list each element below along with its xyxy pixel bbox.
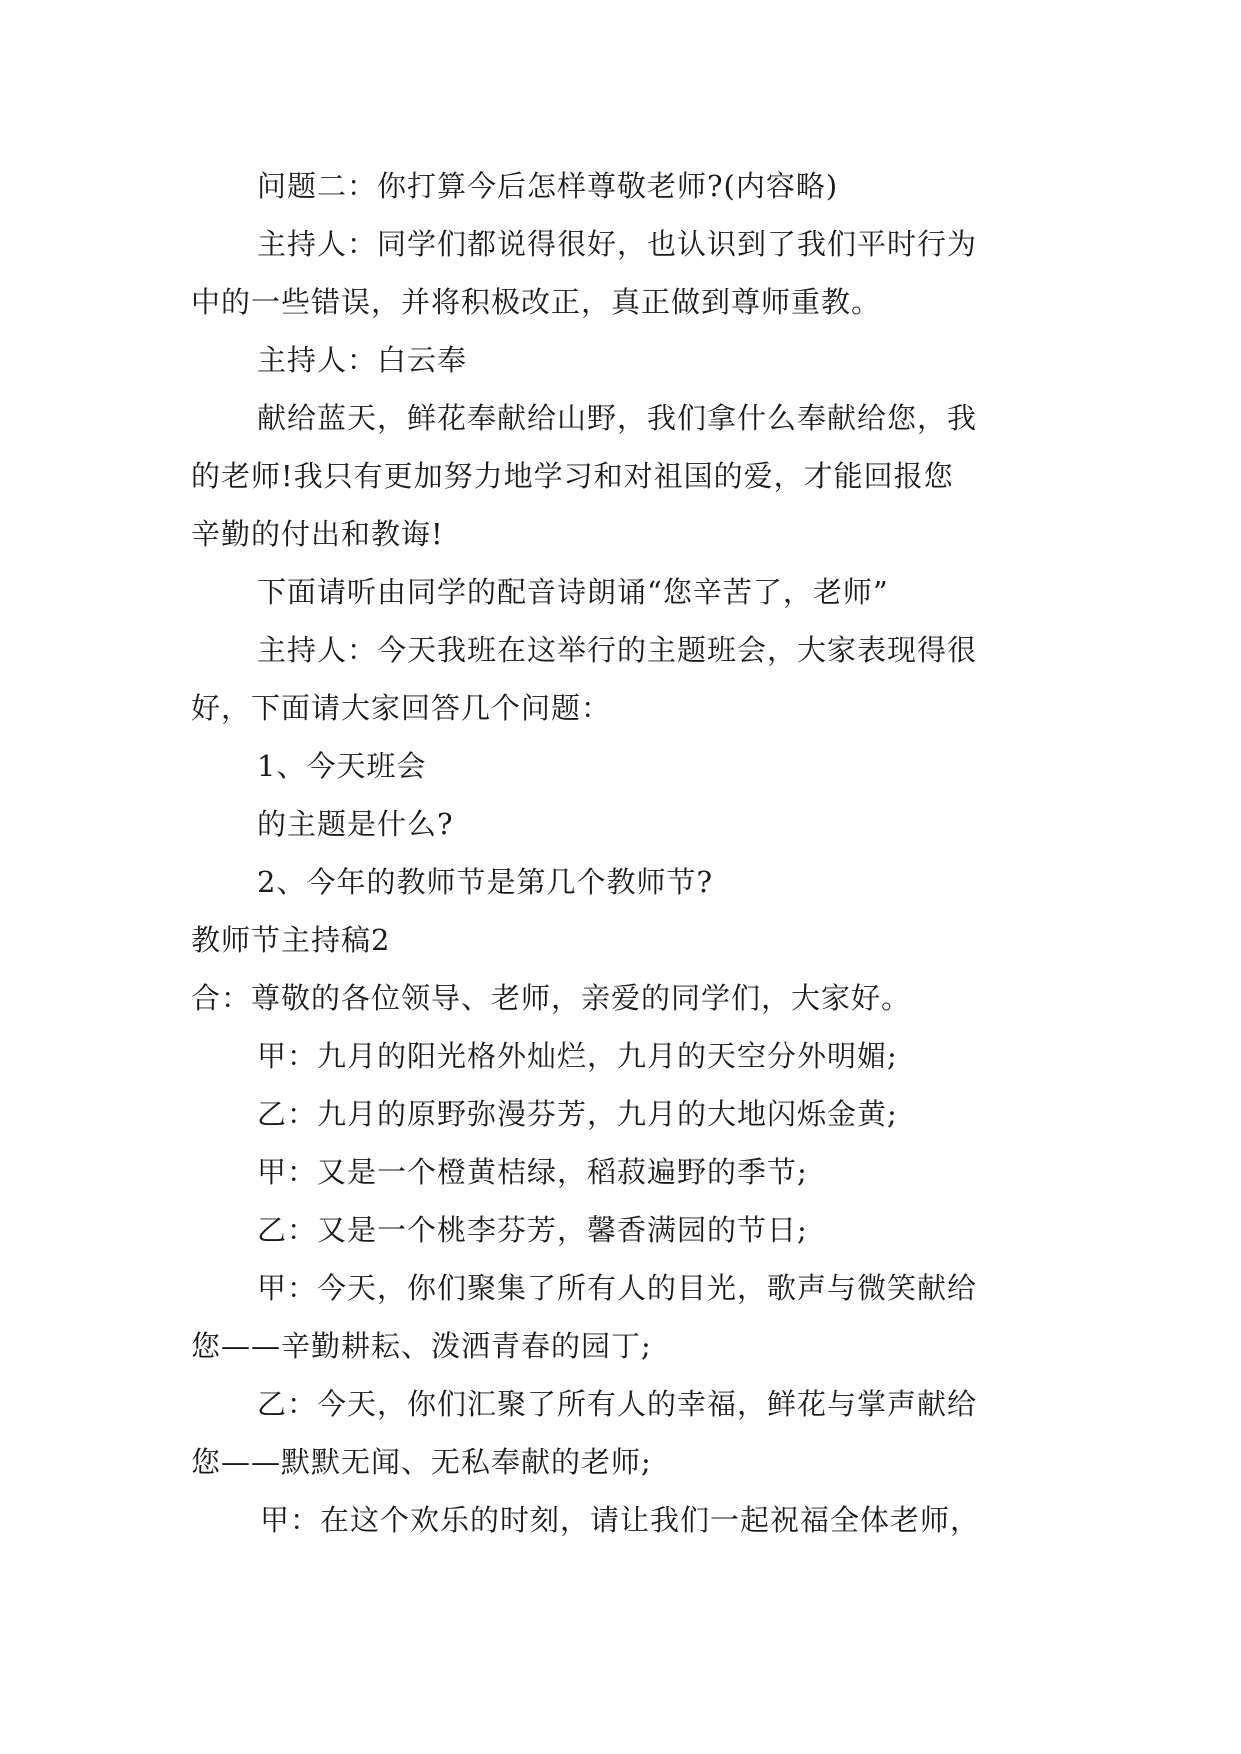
paragraph-line: 您——默默无闻、无私奉献的老师; [191,1445,652,1479]
paragraph-line: 主持人：今天我班在这举行的主题班会，大家表现得很 [257,633,978,667]
paragraph-line: 下面请听由同学的配音诗朗诵“您辛苦了，老师” [257,575,889,609]
paragraph-line: 献给蓝天，鲜花奉献给山野，我们拿什么奉献给您，我 [257,401,978,435]
paragraph-line: 甲：在这个欢乐的时刻，请让我们一起祝福全体老师， [260,1503,981,1537]
paragraph-line: 合：尊敬的各位领导、老师，亲爱的同学们，大家好。 [191,981,912,1015]
paragraph-line: 问题二：你打算今后怎样尊敬老师?(内容略) [257,169,839,203]
paragraph-line: 1、今天班会 [257,749,427,783]
paragraph-line: 好，下面请大家回答几个问题： [191,691,612,725]
section-heading: 教师节主持稿2 [191,923,391,957]
paragraph-line: 甲：又是一个橙黄桔绿，稻菽遍野的季节; [257,1155,808,1189]
paragraph-line: 辛勤的付出和教诲! [191,517,444,551]
paragraph-line: 主持人：白云奉 [257,343,468,377]
paragraph-line: 乙：今天，你们汇聚了所有人的幸福，鲜花与掌声献给 [257,1387,978,1421]
paragraph-line: 的主题是什么? [257,807,454,841]
paragraph-line: 2、今年的教师节是第几个教师节? [257,865,713,899]
paragraph-line: 主持人：同学们都说得很好，也认识到了我们平时行为 [257,227,978,261]
paragraph-line: 乙：又是一个桃李芬芳，馨香满园的节日; [257,1213,808,1247]
paragraph-line: 的老师!我只有更加努力地学习和对祖国的爱，才能回报您 [191,459,954,493]
paragraph-line: 您——辛勤耕耘、泼洒青春的园丁; [191,1329,652,1363]
paragraph-line: 甲：今天，你们聚集了所有人的目光，歌声与微笑献给 [257,1271,978,1305]
paragraph-line: 甲：九月的阳光格外灿烂，九月的天空分外明媚; [257,1039,898,1073]
paragraph-line: 中的一些错误，并将积极改正，真正做到尊师重教。 [191,285,882,319]
paragraph-line: 乙：九月的原野弥漫芬芳，九月的大地闪烁金黄; [257,1097,898,1131]
